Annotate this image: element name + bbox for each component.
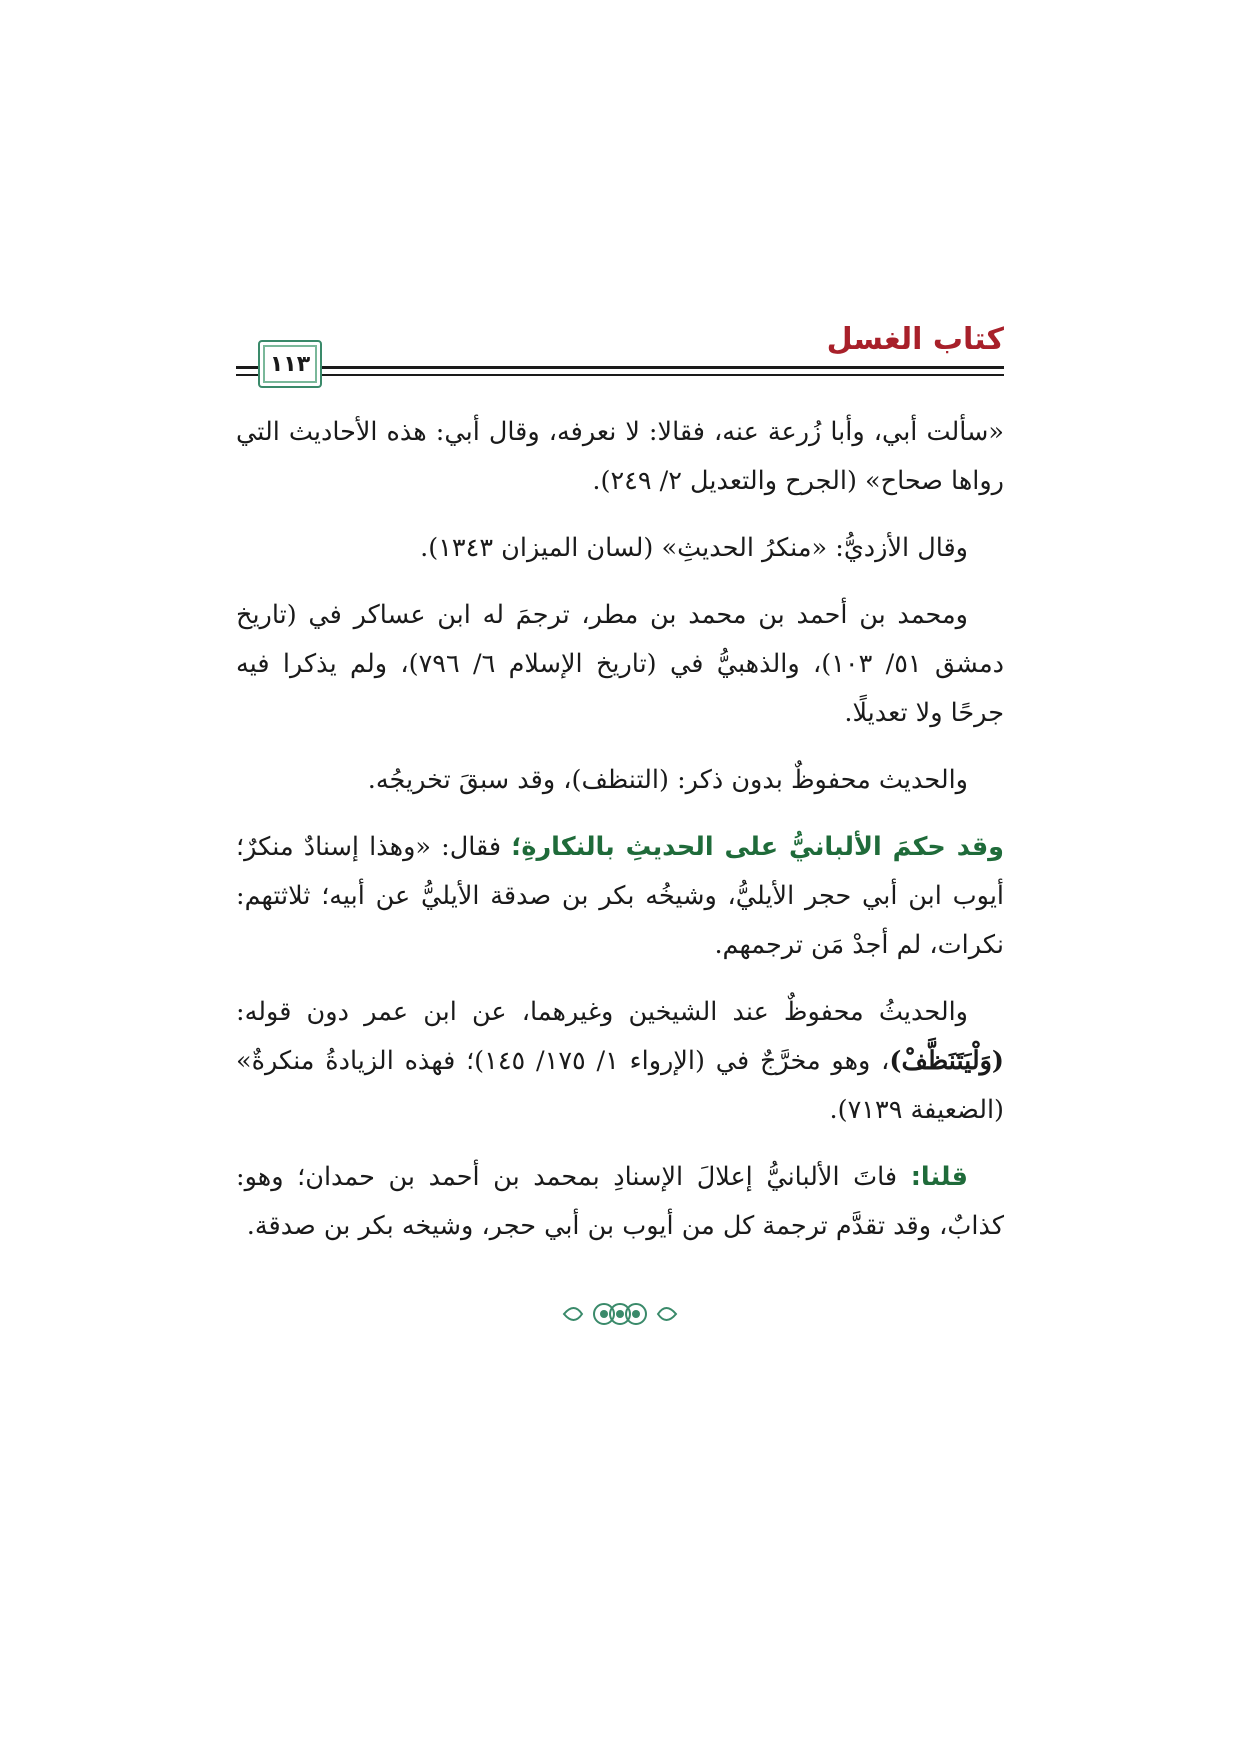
qulna-text: فاتَ الألبانيُّ إعلالَ الإسنادِ بمحمد بن أحمد بن حمدان؛ وهو: كذابٌ، وقد تقدَّم ترجمة كل من أيوب بن أبي حجر، وشيخه بكر بن صدقة. [236, 1162, 1004, 1241]
paragraph-3: ومحمد بن أحمد بن محمد بن مطر، ترجمَ له ابن عساكر في (تاريخ دمشق ٥١/ ١٠٣)، والذهبيُّ في (تاريخ الإسلام ٦/ ٧٩٦)، ولم يذكرا فيه جرحًا ولا تعديلًا. [236, 600, 1004, 728]
page-body [236, 408, 1004, 1269]
header-rule-thick [236, 366, 1004, 369]
paragraph-2: وقال الأزديُّ: «منكرُ الحديثِ» (لسان الميزان ١٣٤٣). [420, 533, 968, 563]
paragraph-6 [236, 988, 1004, 1135]
paragraph-5 [236, 823, 1004, 970]
section-end-ornament [560, 1298, 680, 1330]
qulna-label: قلنا: [910, 1162, 968, 1192]
header-rule-thin [236, 374, 1004, 376]
page-number-frame [258, 340, 322, 388]
book-title: كتاب الغسل [826, 322, 1004, 357]
albani-ruling-heading: وقد حكمَ الألبانيُّ على الحديثِ بالنكارةِ؛ [511, 832, 1004, 862]
page-number: ١١٣ [269, 351, 311, 377]
paragraph-6-end: ، وهو مخرَّجٌ في (الإرواء ١/ ١٧٥/ ١٤٥)؛ فهذه الزيادةُ منكرةٌ» (الضعيفة ٧١٣٩). [236, 1046, 1004, 1125]
paragraph-1: «سألت أبي، وأبا زُرعة عنه، فقالا: لا نعرفه، وقال أبي: هذه الأحاديث التي رواها صحاح» (الجرح والتعديل ٢/ ٢٤٩). [236, 417, 1004, 496]
paragraph-6-start: والحديثُ محفوظٌ عند الشيخين وغيرهما، عن ابن عمر دون قوله: [236, 997, 968, 1027]
paragraph-4: والحديث محفوظٌ بدون ذكر: (التنظف)، وقد سبقَ تخريجُه. [367, 765, 968, 795]
albani-ruling-text: فقال: «وهذا إسنادٌ منكرٌ؛ أيوب ابن أبي حجر الأيليُّ، وشيخُه بكر بن صدقة الأيليُّ عن أبيه؛ ثلاثتهم: نكرات، لم أجدْ مَن ترجمهم. [236, 832, 1004, 960]
paragraph-7 [236, 1153, 1004, 1251]
quranic-word: (وَلْيَتَنَظَّفْ) [889, 1046, 1004, 1076]
page-header [236, 318, 1004, 388]
